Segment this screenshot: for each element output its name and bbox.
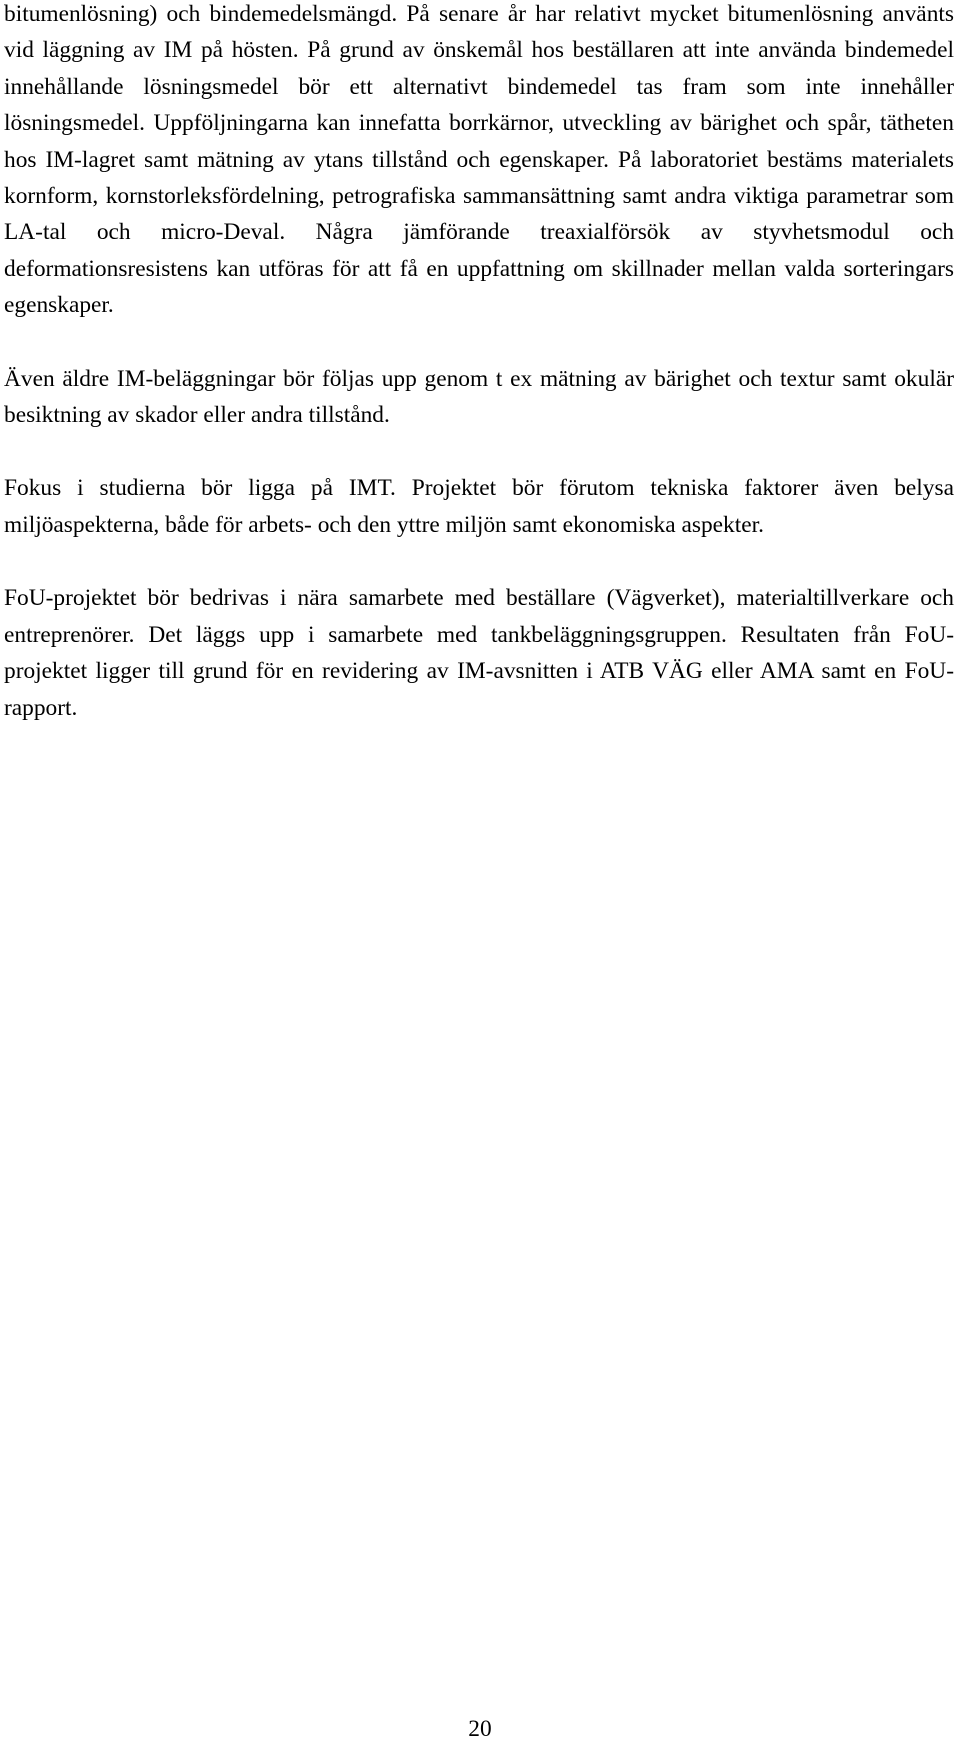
document-page (4, 0, 954, 726)
paragraph-4: FoU-projektet bör bedrivas i nära samarbete med beställare (Vägverket), materialtillverkare och entreprenörer. Det läggs upp i samarbete med tankbeläggningsgruppen. Resultaten från FoU-projektet ligger till grund för en revidering av IM-avsnitten i ATB VÄG eller AMA samt en FoU-rapport. (4, 585, 954, 721)
paragraph-1: bitumenlösning) och bindemedelsmängd. På senare år har relativt mycket bitumenlösning använts vid läggning av IM på hösten. På grund av önskemål hos beställaren att inte använda bindemedel innehållande lösningsmedel bör ett alternativt bindemedel tas fram som inte innehåller lösningsmedel. Uppföljningarna kan innefatta borrkärnor, utveckling av bärighet och spår, tätheten hos IM-lagret samt mätning av ytans tillstånd och egenskaper. På laboratoriet bestäms materialets kornform, kornstorleksfördelning, petrografiska sammansättning samt andra viktiga parametrar som LA-tal och micro-Deval. Några jämförande treaxialförsök av styvhetsmodul och deformationsresistens kan utföras för att få en uppfattning om skillnader mellan valda sorteringars egenskaper. (4, 1, 954, 319)
page-number: 20 (468, 1716, 492, 1742)
paragraph-gap (4, 324, 954, 361)
paragraph-gap (4, 543, 954, 580)
paragraph-gap (4, 433, 954, 470)
paragraph-2: Även äldre IM-beläggningar bör följas upp genom t ex mätning av bärighet och textur samt okulär besiktning av skador eller andra tillstånd. (4, 365, 954, 429)
paragraph-3: Fokus i studierna bör ligga på IMT. Projektet bör förutom tekniska faktorer även belysa miljöaspekterna, både för arbets- och den yttre miljön samt ekonomiska aspekter. (4, 475, 954, 538)
